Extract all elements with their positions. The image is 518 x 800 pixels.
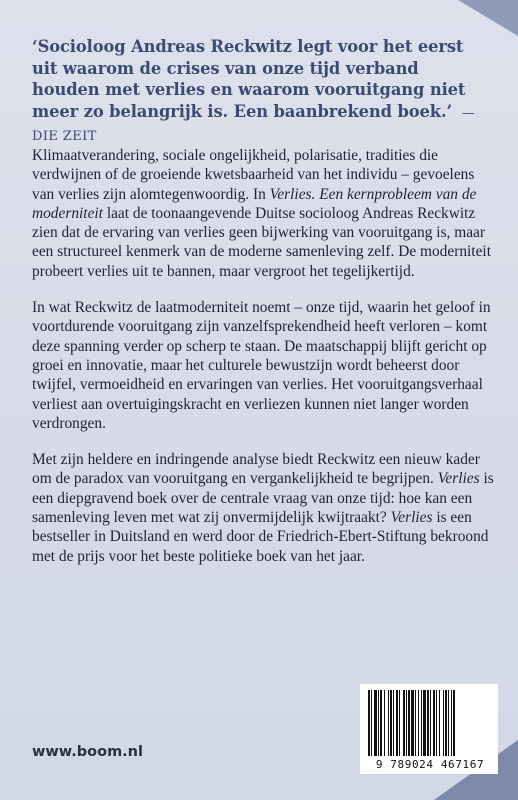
- barcode-bar: [368, 690, 370, 756]
- book-title-italic: Verlies: [390, 509, 433, 527]
- press-quote-source: — DIE ZEIT: [32, 105, 476, 145]
- barcode-bar: [393, 690, 394, 756]
- barcode-bar: [439, 690, 440, 756]
- barcode-bar: [443, 690, 444, 756]
- isbn-number: 9 789024 467167: [375, 758, 485, 771]
- barcode-bar: [433, 690, 435, 756]
- barcode-bar: [399, 690, 400, 756]
- barcode-bar: [406, 690, 407, 756]
- barcode-bar: [378, 690, 379, 756]
- corner-accent-top: [458, 0, 518, 36]
- book-title-italic: Verlies: [437, 470, 480, 488]
- blurb: [32, 146, 494, 583]
- barcode-bar: [453, 690, 455, 756]
- press-quote: [32, 36, 486, 148]
- barcode-bar: [411, 690, 414, 756]
- blurb-paragraph-3: Met zijn heldere en indringende analyse biedt Reckwitz een nieuw kader om de paradox van vooruitgang en vergankelijkheid te begrijpen. Verlies is een diepgravend boek over de centrale vraag van onze tijd: hoe kan een samenleving leven met wat zij onvermijdelijk kwijtraakt? Verlies is een bestseller in Duitsland en werd door de Friedrich-Ebert-Stiftung bekroond met de prijs voor het beste politieke boek van het jaar.: [32, 451, 494, 565]
- barcode-bar: [403, 690, 405, 756]
- press-quote-text: ‘Socioloog Andreas Reckwitz legt voor het eerst uit waarom de crises van onze tijd verband houden met verlies en waarom vooruitgang niet meer zo belangrijk is. Een baanbrekend boek.’: [32, 37, 466, 121]
- barcode-bar: [390, 690, 392, 756]
- barcode-bar: [436, 690, 437, 756]
- blurb-paragraph-1: Klimaatverandering, sociale ongelijkheid, polarisatie, tradities die verdwijnen of de groeiende kwetsbaarheid van het individu – gevoelens van verlies zijn alomtegenwoordig. In Verlies. Een kernprobleem van de moderniteit laat de toonaangevende Duitse socioloog Andreas Reckwitz zien dat de ervaring van verlies geen bijwerking van vooruitgang is, maar een structureel kenmerk van de moderne samenleving zelf. De moderniteit probeert verlies uit te bannen, maar vergroot het tegelijkertijd.: [32, 147, 491, 280]
- barcode-bar: [427, 690, 429, 756]
- barcode-bar: [418, 690, 419, 756]
- barcode-bar: [423, 690, 426, 756]
- barcode-bar: [371, 690, 372, 756]
- barcode-bar: [374, 690, 377, 756]
- barcode-bar: [384, 690, 385, 756]
- barcode-bar: [408, 690, 410, 756]
- book-title-italic: Verlies. Een kernprobleem van de moderniteit: [32, 185, 477, 222]
- blurb-paragraph-2: In wat Reckwitz de laatmoderniteit noemt – onze tijd, waarin het geloof in voortdurende vooruitgang zijn vanzelfsprekendheid heeft verloren – komt deze spanning verder op scherp te staan. De maatschappij blijft gericht op groei en innovatie, maar het culturele bewustzijn wordt beheerst door twijfel, vermoeidheid en ervaringen van verlies. Het vooruitgangsverhaal verliest aan overtuigingskracht en verliezen kunnen niet langer worden verdrongen.: [32, 299, 491, 432]
- barcode-bar: [451, 690, 452, 756]
- barcode-bar: [396, 690, 398, 756]
- barcode-bars: [368, 690, 490, 756]
- barcode-bar: [430, 690, 431, 756]
- barcode-bar: [445, 690, 447, 756]
- barcode: [360, 684, 498, 774]
- barcode-bar: [421, 690, 422, 756]
- barcode-bar: [448, 690, 449, 756]
- barcode-bar: [415, 690, 416, 756]
- barcode-bar: [380, 690, 382, 756]
- barcode-bar: [388, 690, 389, 756]
- publisher-website: www.boom.nl: [32, 744, 143, 760]
